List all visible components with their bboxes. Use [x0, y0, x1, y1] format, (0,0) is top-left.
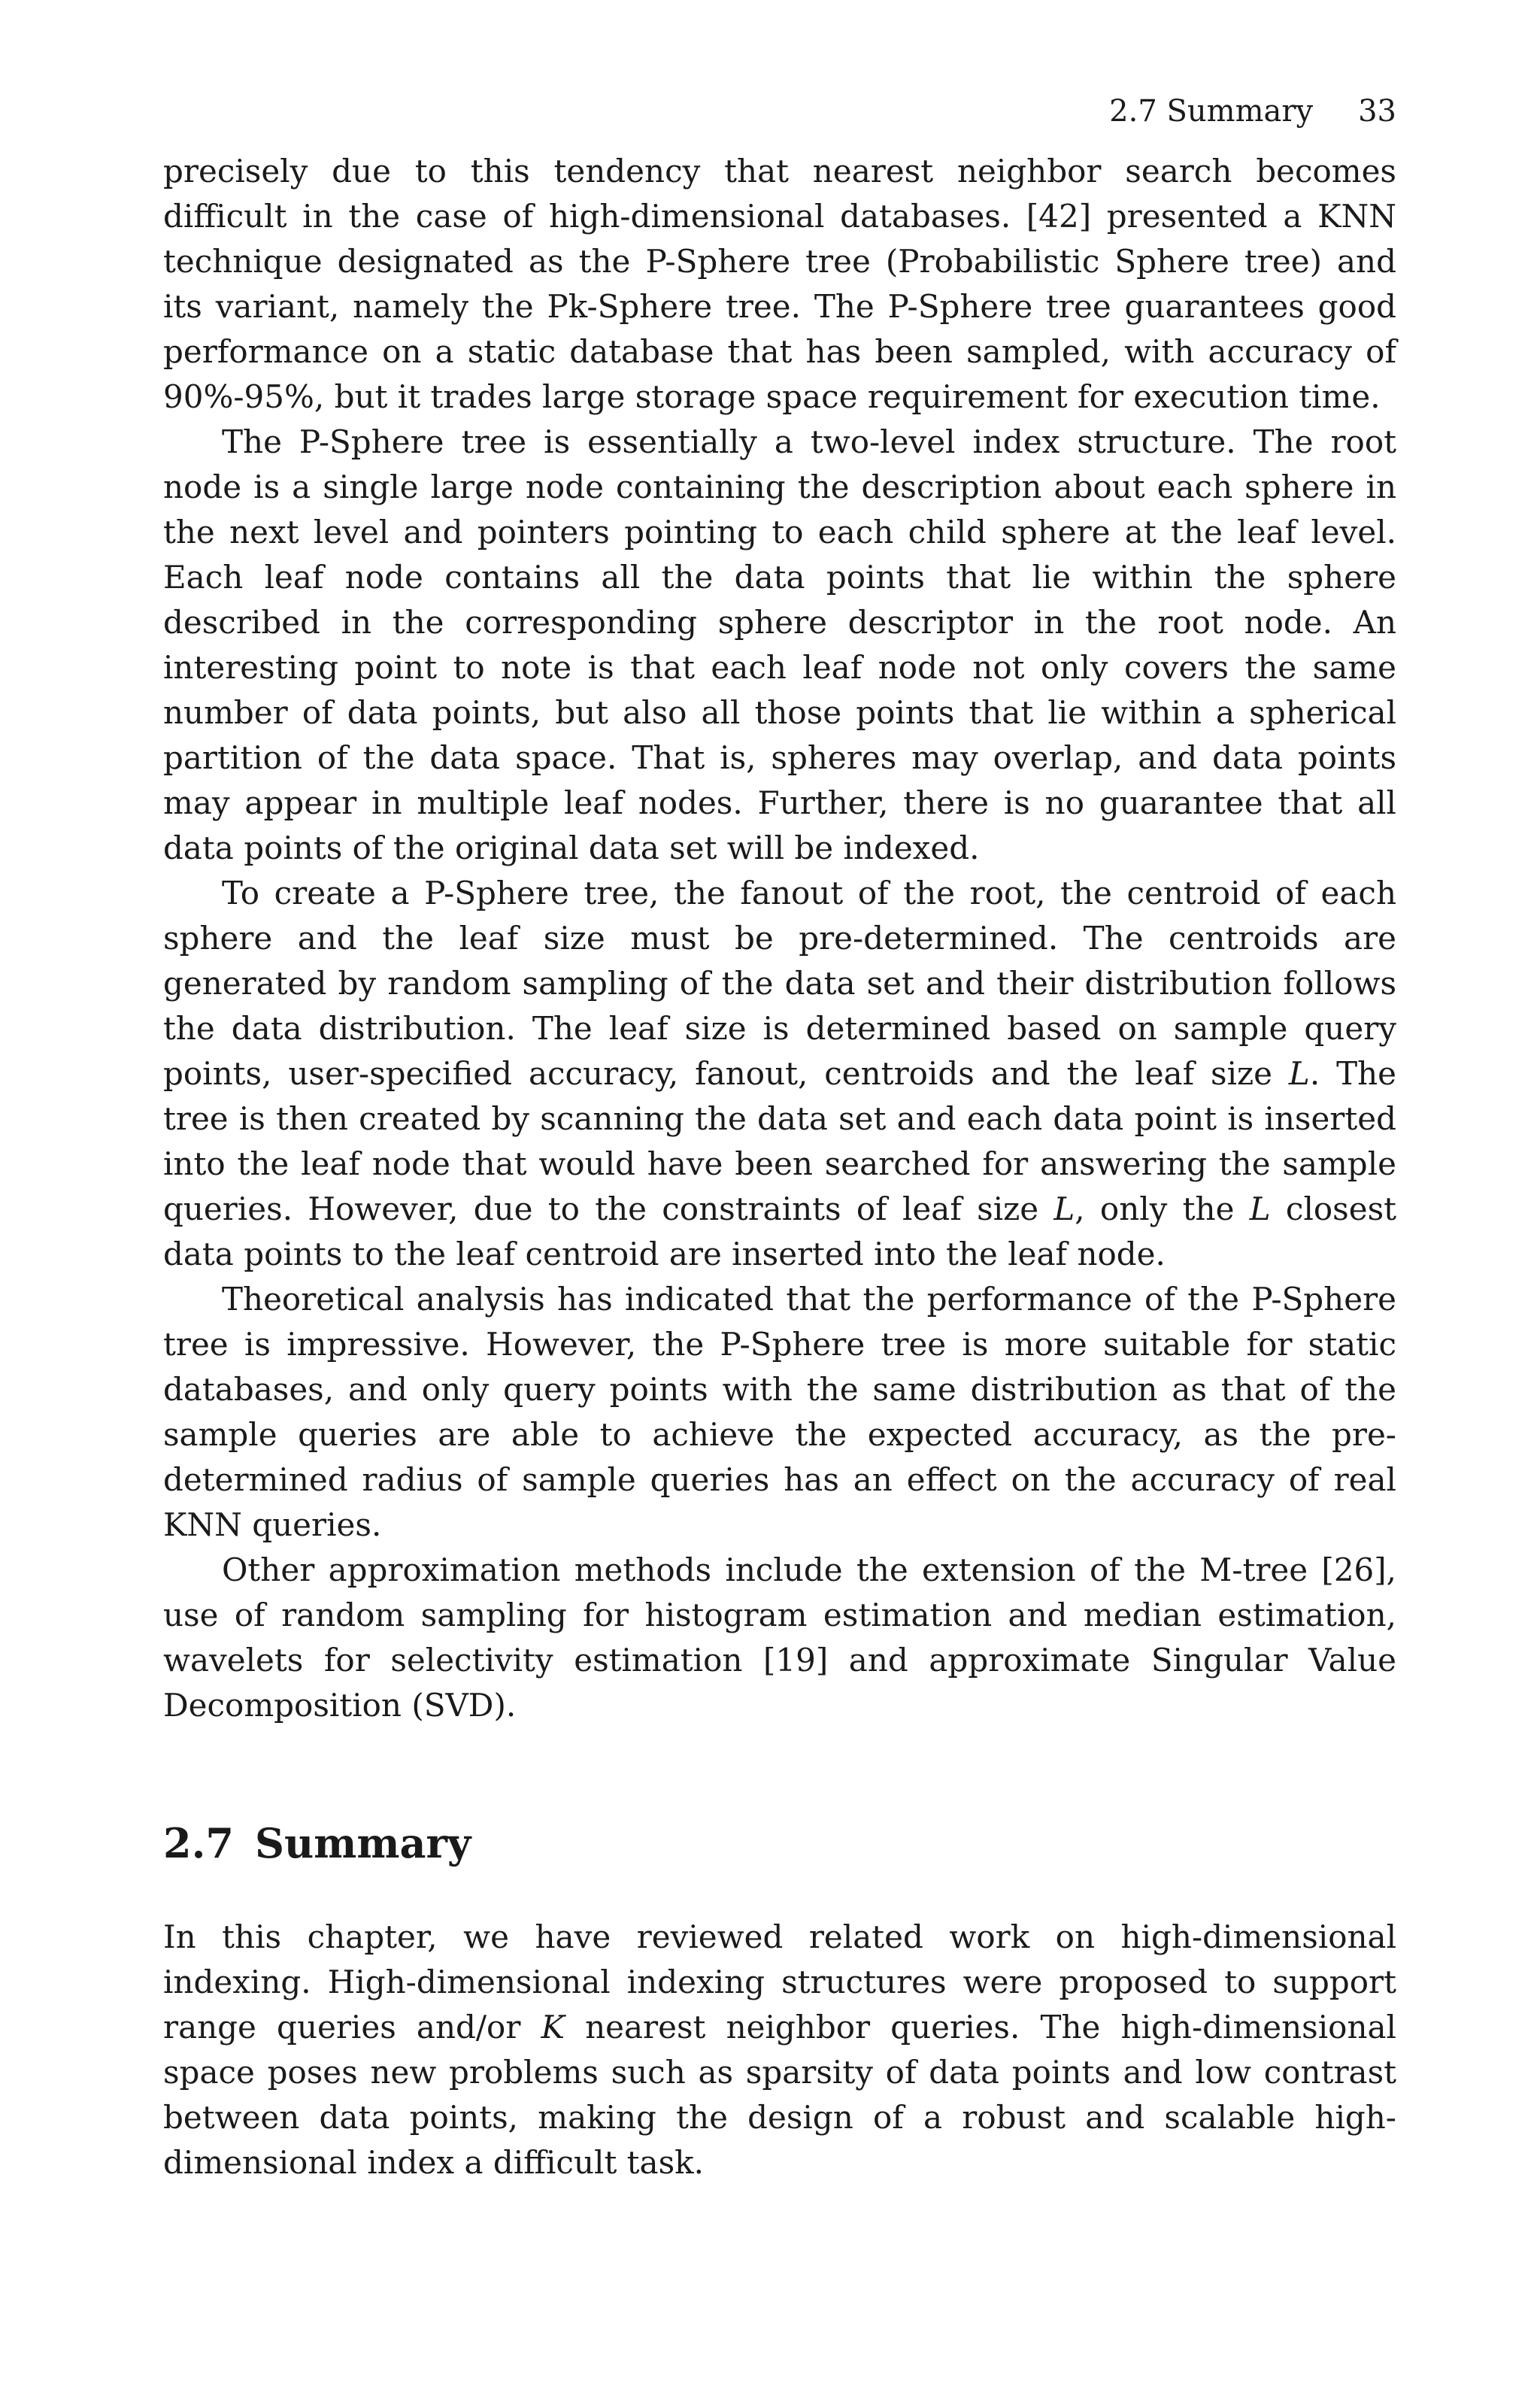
variable-K: K — [541, 2009, 565, 2046]
paragraph-3-text-b: . The tree is then created by scanning the data set and each data point is inserted into the leaf node that would have been searched for answering the sample queries. However, due to the constraints of leaf size — [163, 1055, 1396, 1227]
running-head — [163, 89, 1396, 134]
section-heading — [163, 1817, 1396, 1870]
paragraph-5: Other approximation methods include the extension of the M-tree [26], use of random sampling for histogram estimation and median estimation, wavelets for selectivity estimation [19] and approximate Singular Value Decomposition (SVD). — [163, 1551, 1396, 1724]
page — [163, 89, 1396, 2185]
paragraph-4: Theoretical analysis has indicated that the performance of the P-Sphere tree is impressive. However, the P-Sphere tree is more suitable for static databases, and only query points with the same distribution as that of the sample queries are able to achieve the expected accuracy, as the pre-determined radius of sample queries has an effect on the accuracy of real KNN queries. — [163, 1281, 1396, 1543]
section-title: Summary — [254, 1819, 471, 1867]
summary-paragraph — [163, 1915, 1396, 2185]
paragraph-2: The P-Sphere tree is essentially a two-level index structure. The root node is a single large node containing the description about each sphere in the next level and pointers pointing to each child sphere at the leaf level. Each leaf node contains all the data points that lie within the sphere described in the corresponding sphere descriptor in the root node. An interesting point to note is that each leaf node not only covers the same number of data points, but also all those points that lie within a spherical partition of the data space. That is, spheres may overlap, and data points may appear in multiple leaf nodes. Further, there is no guarantee that all data points of the original data set will be indexed. — [163, 423, 1396, 866]
paragraph-3 — [163, 871, 1396, 1277]
section-number: 2.7 — [163, 1819, 234, 1867]
summary-text-a: In this chapter, we have reviewed related work on high-dimensional indexing. High-dimensional indexing structures were proposed to support range queries and/or — [163, 1918, 1396, 2046]
variable-L: L — [1053, 1190, 1075, 1227]
variable-L: L — [1249, 1190, 1271, 1227]
paragraph-3-text-d: closest data points to the leaf centroid are inserted into the leaf node. — [163, 1190, 1396, 1272]
paragraph-3-text-c: , only the — [1075, 1190, 1250, 1227]
paragraph-3-text-a: To create a P-Sphere tree, the fanout of the root, the centroid of each sphere and the leaf size must be pre-determined. The centroids are generated by random sampling of the data set and their distribution follows the data distribution. The leaf size is determined based on sample query points, user-specified accuracy, fanout, centroids and the leaf size — [163, 875, 1396, 1092]
paragraph-1: precisely due to this tendency that nearest neighbor search becomes difficult in the case of high-dimensional databases. [42] presented a KNN technique designated as the P-Sphere tree (Probabilistic Sphere tree) and its variant, namely the Pk-Sphere tree. The P-Sphere tree guarantees good performance on a static database that has been sampled, with accuracy of 90%-95%, but it trades large storage space requirement for execution time. — [163, 153, 1396, 415]
running-head-section: 2.7 Summary — [1109, 94, 1314, 129]
summary-text-b: nearest neighbor queries. The high-dimensional space poses new problems such as sparsity of data points and low contrast between data points, making the design of a robust and scalable high-dimensional index a difficult task. — [163, 2009, 1396, 2181]
variable-L: L — [1288, 1055, 1310, 1092]
page-number: 33 — [1358, 94, 1396, 129]
